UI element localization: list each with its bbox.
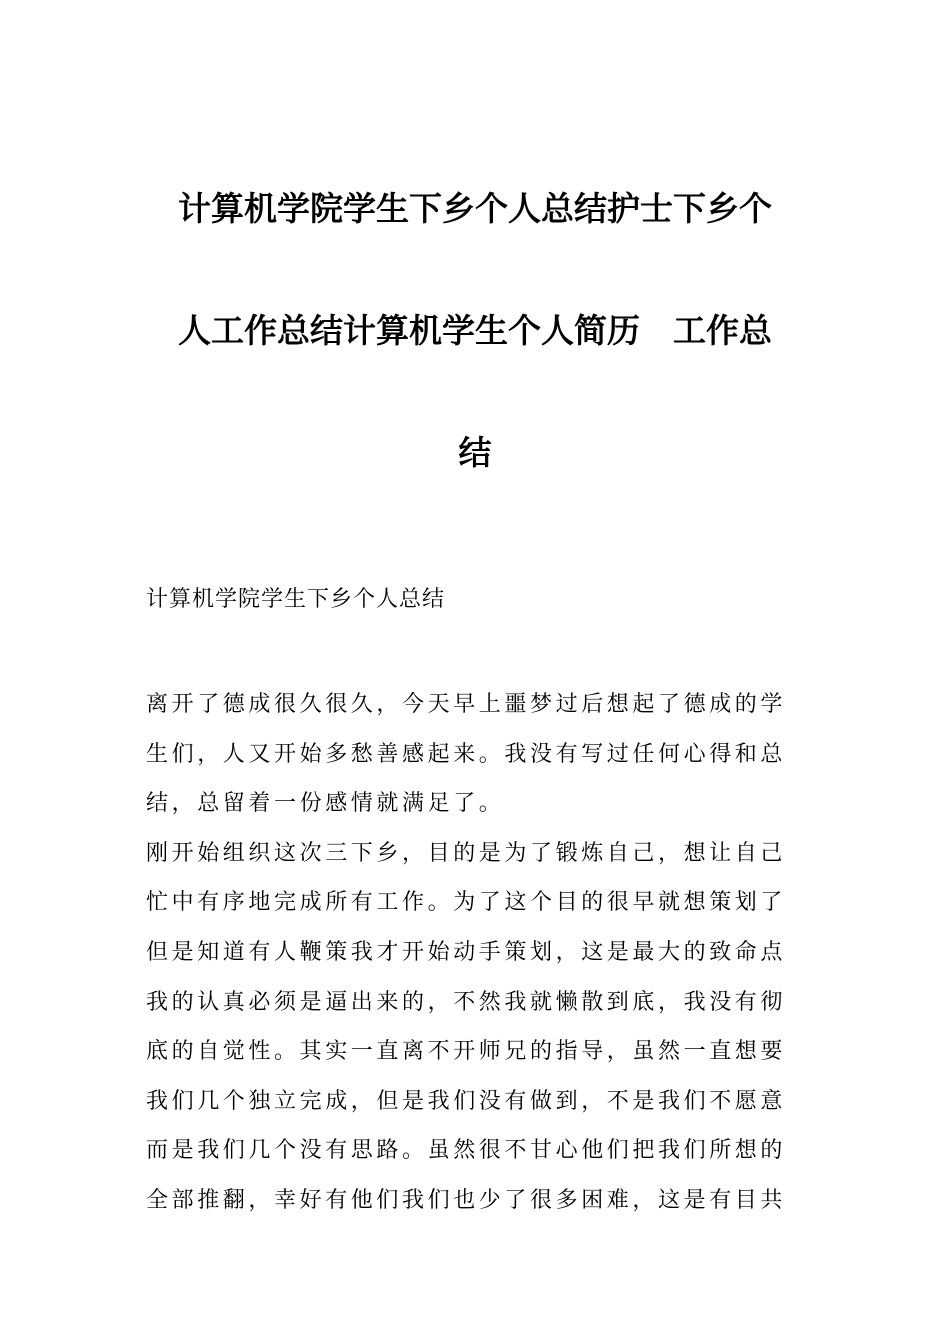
- body-line: 而是我们几个没有思路。虽然很不甘心他们把我们所想的: [146, 1138, 787, 1164]
- body-paragraphs: [146, 680, 806, 1226]
- title-line: 人工作总结计算机学生个人简历 工作总: [178, 311, 772, 350]
- body-line: 但是知道有人鞭策我才开始动手策划，这是最大的致命点: [146, 939, 787, 965]
- section-heading: 计算机学院学生下乡个人总结: [146, 587, 446, 612]
- body-line: 底的自觉性。其实一直离不开师兄的指导，虽然一直想要: [146, 1039, 787, 1065]
- title-line: 结: [458, 433, 492, 472]
- body-line: 生们，人又开始多愁善感起来。我没有写过任何心得和总: [146, 741, 787, 767]
- document-title: [150, 148, 800, 514]
- body-line: 结，总留着一份感情就满足了。: [146, 791, 505, 817]
- body-line: 忙中有序地完成所有工作。为了这个目的很早就想策划了: [146, 890, 787, 916]
- body-line: 全部推翻，幸好有他们我们也少了很多困难，这是有目共: [146, 1187, 787, 1213]
- body-line: 离开了德成很久很久，今天早上噩梦过后想起了德成的学: [146, 692, 787, 717]
- body-line: 我们几个独立完成，但是我们没有做到，不是我们不愿意: [146, 1088, 787, 1114]
- body-line: 我的认真必须是逼出来的，不然我就懒散到底，我没有彻: [146, 989, 787, 1015]
- body-line: 刚开始组织这次三下乡，目的是为了锻炼自己，想让自己: [146, 840, 787, 866]
- title-line: 计算机学院学生下乡个人总结护士下乡个: [178, 189, 772, 228]
